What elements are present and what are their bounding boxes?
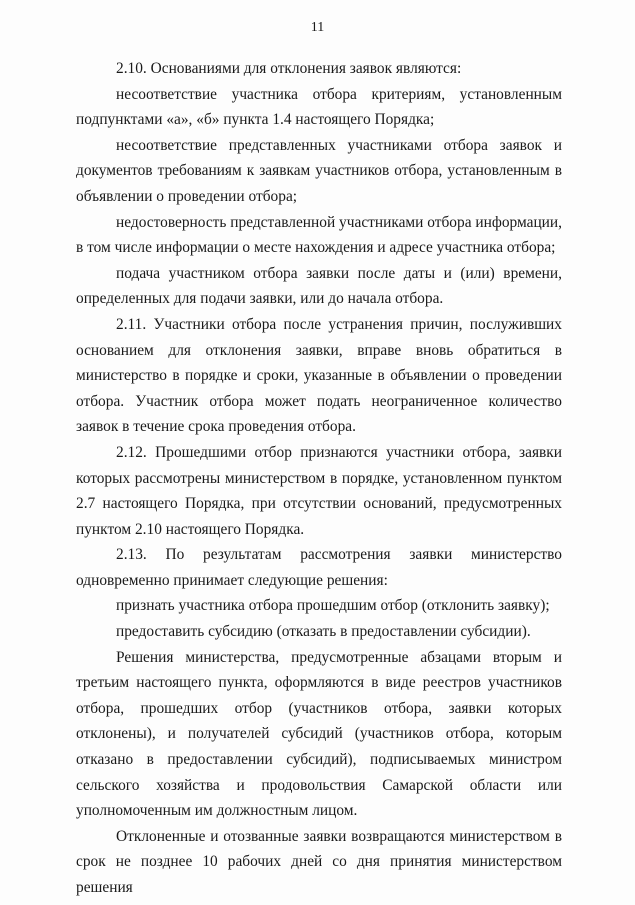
document-body bbox=[76, 56, 562, 901]
paragraph-2-11: 2.11. Участники отбора после устранения причин, послуживших основанием для отклонения заявки, вправе вновь обратиться в министерство в порядке и сроки, указанные в объявлении о проведении отбора. Участник отбора может подать неограниченное количество заявок в течение срока проведения отбора. bbox=[76, 315, 562, 436]
paragraph-late-submission: подача участником отбора заявки после даты и (или) времени, определенных для подачи заявки, или до начала отбора. bbox=[76, 264, 562, 308]
paragraph-2-12: 2.12. Прошедшими отбор признаются участники отбора, заявки которых рассмотрены министерством в порядке, установленном пунктом 2.7 настоящего Порядка, при отсутствии оснований, предусмотренных пунктом 2.10 настоящего Порядка. bbox=[76, 443, 562, 538]
paragraph-2-10-heading: 2.10. Основаниями для отклонения заявок являются: bbox=[116, 60, 462, 77]
paragraph-documents-mismatch: несоответствие представленных участниками отбора заявок и документов требованиям к заявкам участников отбора, установленным в объявлении о проведении отбора; bbox=[76, 136, 562, 205]
paragraph-decisions-registers: Решения министерства, предусмотренные абзацами вторым и третьим настоящего пункта, оформляются в виде реестров участников отбора, прошедших отбор (участников отбора, заявки которых отклонены), и получателей субсидий (участников отбора, которым отказано в предоставлении субсидий), подписываемых министром сельского хозяйства и продовольствия Самарской области или уполномоченным им должностным лицом. bbox=[76, 648, 562, 820]
page-number: 11 bbox=[310, 20, 325, 35]
paragraph-decision-subsidy: предоставить субсидию (отказать в предоставлении субсидии). bbox=[116, 623, 531, 641]
paragraph-false-information: недостоверность представленной участниками отбора информации, в том числе информации о месте нахождения и адресе участника отбора; bbox=[76, 213, 562, 257]
paragraph-2-13: 2.13. По результатам рассмотрения заявки министерство одновременно принимает следующие решения: bbox=[76, 546, 562, 589]
paragraph-criteria-mismatch: несоответствие участника отбора критериям, установленным подпунктами «а», «б» пункта 1.4 настоящего Порядка; bbox=[76, 85, 562, 129]
paragraph-rejected-returned: Отклоненные и отозванные заявки возвращаются министерством в срок не позднее 10 рабочих дней со дня принятия министерством решения bbox=[76, 827, 562, 896]
paragraph-decision-selection: признать участника отбора прошедшим отбор (отклонить заявку); bbox=[116, 597, 550, 615]
